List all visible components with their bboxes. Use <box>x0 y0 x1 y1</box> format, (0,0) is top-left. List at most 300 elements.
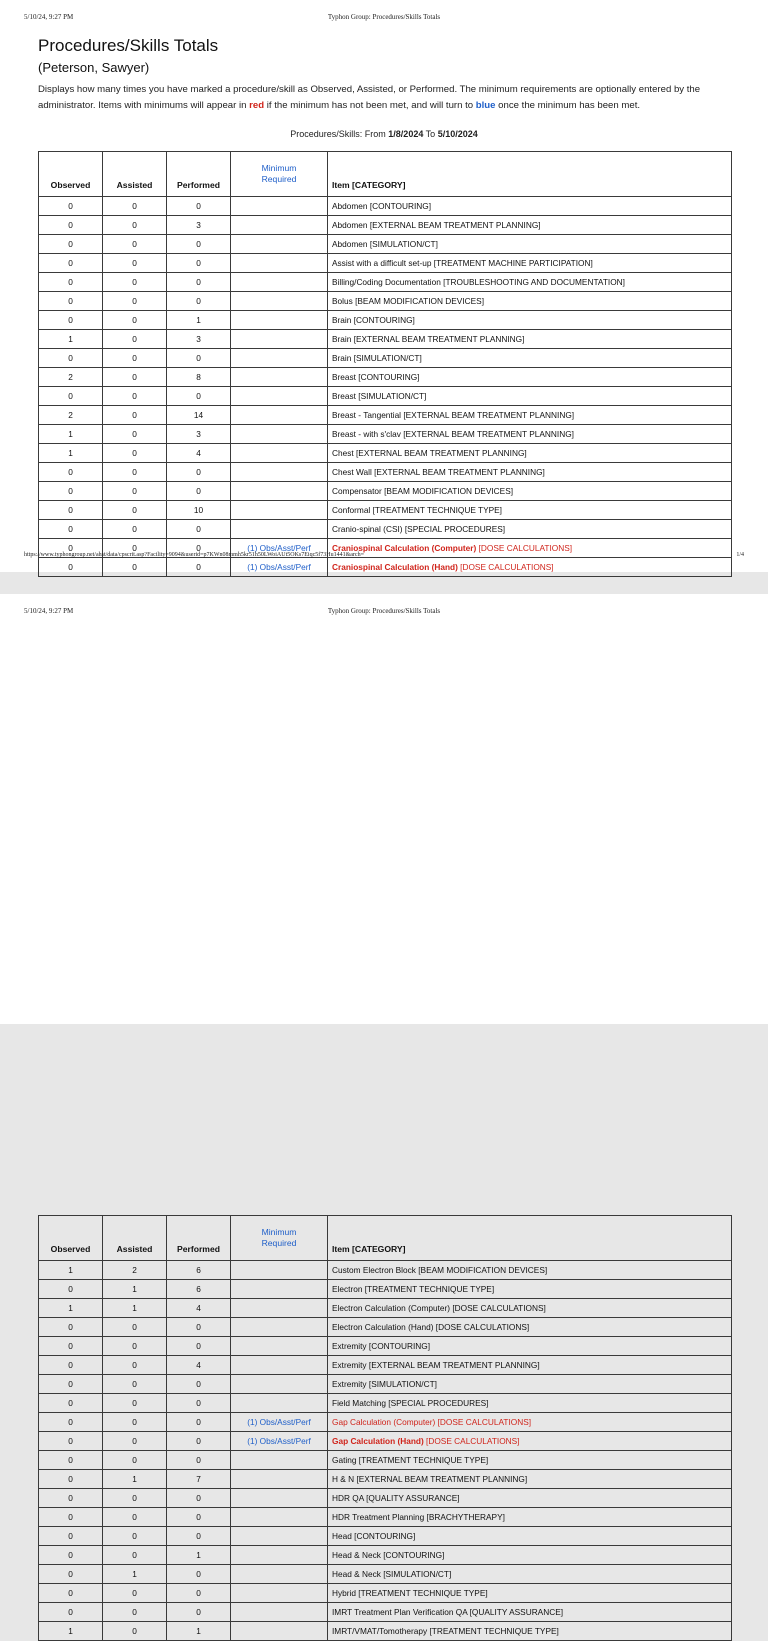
item-name: Brain <box>332 334 352 344</box>
minimum-cell <box>231 1280 328 1299</box>
performed-cell: 0 <box>167 197 231 216</box>
minimum-cell <box>231 1489 328 1508</box>
col-observed: Observed <box>39 152 103 197</box>
item-cell <box>328 1565 732 1584</box>
item-category: [DOSE CALCULATIONS] <box>460 562 554 572</box>
table-row <box>39 330 732 349</box>
performed-cell: 0 <box>167 254 231 273</box>
table-row <box>39 387 732 406</box>
item-cell <box>328 1489 732 1508</box>
minimum-cell <box>231 1546 328 1565</box>
table-row <box>39 1337 732 1356</box>
observed-cell: 0 <box>39 1527 103 1546</box>
item-cell <box>328 1546 732 1565</box>
table-row <box>39 1451 732 1470</box>
assisted-cell: 0 <box>103 539 167 558</box>
observed-cell: 0 <box>39 1375 103 1394</box>
minimum-cell <box>231 254 328 273</box>
item-category: [CONTOURING] <box>354 1531 416 1541</box>
assisted-cell: 0 <box>103 273 167 292</box>
item-name: Abdomen <box>332 201 368 211</box>
minimum-cell <box>231 349 328 368</box>
item-category: [BEAM MODIFICATION DEVICES] <box>355 296 484 306</box>
minimum-cell <box>231 1356 328 1375</box>
minimum-cell <box>231 292 328 311</box>
table-row <box>39 1280 732 1299</box>
assisted-cell: 0 <box>103 387 167 406</box>
assisted-cell: 0 <box>103 1413 167 1432</box>
performed-cell: 7 <box>167 1470 231 1489</box>
item-cell <box>328 1413 732 1432</box>
observed-cell: 1 <box>39 444 103 463</box>
item-cell <box>328 1280 732 1299</box>
item-category: [EXTERNAL BEAM TREATMENT PLANNING] <box>403 410 575 420</box>
performed-cell: 0 <box>167 1565 231 1584</box>
item-category: [BEAM MODIFICATION DEVICES] <box>418 1265 548 1275</box>
assisted-cell: 0 <box>103 349 167 368</box>
minimum-cell <box>231 1584 328 1603</box>
item-category: [EXTERNAL BEAM TREATMENT PLANNING] <box>353 334 525 344</box>
table-row <box>39 1318 732 1337</box>
observed-cell: 2 <box>39 406 103 425</box>
minimum-cell <box>231 1527 328 1546</box>
student-name: (Peterson, Sawyer) <box>38 60 150 75</box>
performed-cell: 0 <box>167 1337 231 1356</box>
observed-cell: 0 <box>39 1337 103 1356</box>
performed-cell: 0 <box>167 482 231 501</box>
print-document-title: Typhon Group: Procedures/Skills Totals <box>327 13 441 21</box>
table-row <box>39 1470 732 1489</box>
item-category: [EXTERNAL BEAM TREATMENT PLANNING] <box>356 1474 528 1484</box>
col-minimum-line2: Required <box>261 174 297 184</box>
table-row <box>39 520 732 539</box>
assisted-cell: 0 <box>103 1489 167 1508</box>
date-range-to: 5/10/2024 <box>437 129 478 139</box>
item-cell <box>328 235 732 254</box>
table-row <box>39 501 732 520</box>
observed-cell: 0 <box>39 1356 103 1375</box>
minimum-cell <box>231 197 328 216</box>
observed-cell: 1 <box>39 425 103 444</box>
date-range <box>0 129 768 139</box>
minimum-cell <box>231 273 328 292</box>
item-name: Craniospinal Calculation (Hand) <box>332 562 458 572</box>
assisted-cell: 0 <box>103 425 167 444</box>
date-range-from: 1/8/2024 <box>388 129 424 139</box>
performed-cell: 3 <box>167 216 231 235</box>
item-cell <box>328 1375 732 1394</box>
item-category: [EXTERNAL BEAM TREATMENT PLANNING] <box>403 429 574 439</box>
observed-cell: 0 <box>39 1451 103 1470</box>
performed-cell: 0 <box>167 1584 231 1603</box>
item-cell <box>328 1337 732 1356</box>
assisted-cell: 0 <box>103 1394 167 1413</box>
item-cell <box>328 1584 732 1603</box>
assisted-cell: 0 <box>103 311 167 330</box>
performed-cell: 0 <box>167 292 231 311</box>
item-name: Brain <box>332 315 352 325</box>
item-category: [CONTOURING] <box>383 1550 445 1560</box>
table-row <box>39 1508 732 1527</box>
table-row <box>39 1356 732 1375</box>
performed-cell: 0 <box>167 1527 231 1546</box>
item-category: [EXTERNAL BEAM TREATMENT PLANNING] <box>356 448 527 458</box>
item-name: H & N <box>332 1474 355 1484</box>
item-cell <box>328 1451 732 1470</box>
assisted-cell: 0 <box>103 1337 167 1356</box>
performed-cell: 4 <box>167 1299 231 1318</box>
skills-table-page-2 <box>38 1215 732 1641</box>
item-category: [DOSE CALCULATIONS] <box>426 1436 520 1446</box>
table-row <box>39 1489 732 1508</box>
print-datetime: 5/10/24, 9:27 PM <box>24 607 74 615</box>
item-name: Cranio-spinal (CSI) <box>332 524 403 534</box>
performed-cell: 0 <box>167 1508 231 1527</box>
observed-cell: 0 <box>39 311 103 330</box>
observed-cell: 1 <box>39 1299 103 1318</box>
item-cell <box>328 1299 732 1318</box>
assisted-cell: 0 <box>103 235 167 254</box>
performed-cell: 0 <box>167 558 231 577</box>
col-item-category: Item [CATEGORY] <box>328 1216 732 1261</box>
assisted-cell: 0 <box>103 1451 167 1470</box>
item-category: [DOSE CALCULATIONS] <box>452 1303 546 1313</box>
minimum-cell <box>231 1261 328 1280</box>
table-row <box>39 197 732 216</box>
performed-cell: 0 <box>167 1318 231 1337</box>
intro-text <box>38 82 733 114</box>
table-row <box>39 1299 732 1318</box>
minimum-cell <box>231 520 328 539</box>
assisted-cell: 0 <box>103 1318 167 1337</box>
table-row <box>39 254 732 273</box>
print-document-title: Typhon Group: Procedures/Skills Totals <box>327 607 441 615</box>
minimum-cell <box>231 1451 328 1470</box>
assisted-cell: 0 <box>103 254 167 273</box>
item-cell <box>328 311 732 330</box>
item-name: Extremity <box>332 1379 367 1389</box>
assisted-cell: 0 <box>103 520 167 539</box>
item-category: [BRACHYTHERAPY] <box>426 1512 505 1522</box>
col-minimum-line1: Minimum <box>261 163 297 173</box>
table-row <box>39 482 732 501</box>
item-category: [DOSE CALCULATIONS] <box>435 1322 530 1332</box>
col-minimum-required <box>231 1216 328 1261</box>
intro-part-3: once the minimum has been met. <box>495 100 641 111</box>
performed-cell: 0 <box>167 520 231 539</box>
assisted-cell: 0 <box>103 1508 167 1527</box>
observed-cell: 0 <box>39 216 103 235</box>
minimum-cell: (1) Obs/Asst/Perf <box>231 539 328 558</box>
observed-cell: 0 <box>39 463 103 482</box>
item-name: Head & Neck <box>332 1550 381 1560</box>
observed-cell: 0 <box>39 1508 103 1527</box>
item-name: Breast <box>332 372 356 382</box>
item-name: IMRT/VMAT/Tomotherapy <box>332 1626 428 1636</box>
print-datetime: 5/10/24, 9:27 PM <box>24 13 74 21</box>
item-name: IMRT Treatment Plan Verification QA <box>332 1607 468 1617</box>
item-name: Extremity <box>332 1360 367 1370</box>
item-name: HDR Treatment Planning <box>332 1512 425 1522</box>
item-category: [SIMULATION/CT] <box>353 353 422 363</box>
item-cell <box>328 1356 732 1375</box>
col-item-category: Item [CATEGORY] <box>328 152 732 197</box>
minimum-cell <box>231 368 328 387</box>
observed-cell: 0 <box>39 235 103 254</box>
running-header <box>24 13 744 25</box>
table-row <box>39 1603 732 1622</box>
minimum-cell <box>231 311 328 330</box>
table-row <box>39 368 732 387</box>
item-cell <box>328 1470 732 1489</box>
item-cell <box>328 463 732 482</box>
assisted-cell: 0 <box>103 1584 167 1603</box>
item-category: [BEAM MODIFICATION DEVICES] <box>384 486 514 496</box>
performed-cell: 8 <box>167 368 231 387</box>
performed-cell: 3 <box>167 330 231 349</box>
item-name: Breast <box>332 391 356 401</box>
item-name: Breast - Tangential <box>332 410 402 420</box>
assisted-cell: 0 <box>103 330 167 349</box>
minimum-cell <box>231 406 328 425</box>
assisted-cell: 0 <box>103 1356 167 1375</box>
table-row <box>39 1261 732 1280</box>
minimum-cell <box>231 387 328 406</box>
item-cell <box>328 216 732 235</box>
performed-cell: 6 <box>167 1261 231 1280</box>
table-row <box>39 273 732 292</box>
item-name: Head & Neck <box>332 1569 381 1579</box>
table-row <box>39 311 732 330</box>
assisted-cell: 0 <box>103 1432 167 1451</box>
minimum-cell <box>231 444 328 463</box>
item-cell <box>328 501 732 520</box>
page-title: Procedures/Skills Totals <box>38 36 219 55</box>
table-row <box>39 292 732 311</box>
assisted-cell: 1 <box>103 1470 167 1489</box>
item-cell <box>328 444 732 463</box>
item-cell <box>328 1261 732 1280</box>
item-category: [TREATMENT TECHNIQUE TYPE] <box>364 1284 495 1294</box>
observed-cell: 0 <box>39 387 103 406</box>
item-cell <box>328 482 732 501</box>
table-row <box>39 406 732 425</box>
intro-red-word: red <box>249 100 265 111</box>
performed-cell: 6 <box>167 1280 231 1299</box>
item-name: Craniospinal Calculation (Computer) <box>332 543 477 553</box>
item-name: Electron Calculation (Computer) <box>332 1303 451 1313</box>
item-category: [SPECIAL PROCEDURES] <box>404 524 506 534</box>
observed-cell: 0 <box>39 1603 103 1622</box>
running-header <box>24 607 744 619</box>
item-category: [SIMULATION/CT] <box>369 239 438 249</box>
item-cell <box>328 406 732 425</box>
item-category: [EXTERNAL BEAM TREATMENT PLANNING] <box>374 467 545 477</box>
observed-cell: 2 <box>39 368 103 387</box>
table-row <box>39 1622 732 1641</box>
observed-cell: 0 <box>39 1565 103 1584</box>
observed-cell: 0 <box>39 1470 103 1489</box>
item-cell <box>328 1508 732 1527</box>
intro-part-1: Displays how many times you have marked a procedure/skill as Observed, Assisted, or Performed. The minimum requirements are optionally entered by the administrator. Items with minimums will appear in <box>38 84 701 111</box>
item-name: HDR QA <box>332 1493 364 1503</box>
assisted-cell: 0 <box>103 501 167 520</box>
assisted-cell: 1 <box>103 1280 167 1299</box>
performed-cell: 14 <box>167 406 231 425</box>
assisted-cell: 0 <box>103 406 167 425</box>
table-row <box>39 463 732 482</box>
table-row <box>39 1413 732 1432</box>
item-cell <box>328 1527 732 1546</box>
observed-cell: 0 <box>39 482 103 501</box>
item-category: [CONTOURING] <box>368 1341 431 1351</box>
observed-cell: 0 <box>39 558 103 577</box>
item-category: [SIMULATION/CT] <box>358 391 427 401</box>
minimum-cell <box>231 501 328 520</box>
minimum-cell <box>231 482 328 501</box>
item-cell <box>328 197 732 216</box>
minimum-cell <box>231 1565 328 1584</box>
minimum-cell <box>231 1508 328 1527</box>
item-cell <box>328 1318 732 1337</box>
observed-cell: 0 <box>39 1584 103 1603</box>
minimum-cell <box>231 216 328 235</box>
table-row <box>39 444 732 463</box>
skills-table-page-1 <box>38 151 732 577</box>
observed-cell: 0 <box>39 1413 103 1432</box>
performed-cell: 1 <box>167 1622 231 1641</box>
assisted-cell: 0 <box>103 368 167 387</box>
col-performed: Performed <box>167 1216 231 1261</box>
item-name: Gap Calculation (Hand) <box>332 1436 424 1446</box>
item-category: [TROUBLESHOOTING AND DOCUMENTATION] <box>443 277 625 287</box>
observed-cell: 0 <box>39 197 103 216</box>
table-row <box>39 1584 732 1603</box>
item-category: [EXTERNAL BEAM TREATMENT PLANNING] <box>368 1360 540 1370</box>
item-cell <box>328 425 732 444</box>
performed-cell: 3 <box>167 425 231 444</box>
observed-cell: 0 <box>39 1280 103 1299</box>
performed-cell: 0 <box>167 1451 231 1470</box>
col-assisted: Assisted <box>103 1216 167 1261</box>
assisted-cell: 0 <box>103 197 167 216</box>
running-footer <box>24 552 744 564</box>
minimum-cell <box>231 1470 328 1489</box>
table-row <box>39 425 732 444</box>
performed-cell: 0 <box>167 1489 231 1508</box>
item-category: [CONTOURING] <box>358 372 420 382</box>
performed-cell: 0 <box>167 387 231 406</box>
assisted-cell: 0 <box>103 463 167 482</box>
assisted-cell: 0 <box>103 216 167 235</box>
item-name: Extremity <box>332 1341 367 1351</box>
minimum-cell <box>231 1299 328 1318</box>
item-category: [TREATMENT MACHINE PARTICIPATION] <box>433 258 593 268</box>
performed-cell: 4 <box>167 1356 231 1375</box>
item-category: [QUALITY ASSURANCE] <box>366 1493 460 1503</box>
assisted-cell: 0 <box>103 558 167 577</box>
minimum-cell <box>231 463 328 482</box>
item-category: [SIMULATION/CT] <box>383 1569 452 1579</box>
assisted-cell: 0 <box>103 482 167 501</box>
table-row <box>39 1546 732 1565</box>
item-category: [TREATMENT TECHNIQUE TYPE] <box>372 505 502 515</box>
item-name: Electron <box>332 1284 363 1294</box>
performed-cell: 0 <box>167 273 231 292</box>
item-cell <box>328 387 732 406</box>
observed-cell: 0 <box>39 539 103 558</box>
item-category: [CONTOURING] <box>369 201 431 211</box>
item-category: [QUALITY ASSURANCE] <box>469 1607 564 1617</box>
assisted-cell: 0 <box>103 292 167 311</box>
table-row <box>39 1565 732 1584</box>
performed-cell: 1 <box>167 1546 231 1565</box>
minimum-cell <box>231 1318 328 1337</box>
item-cell <box>328 368 732 387</box>
table-row <box>39 349 732 368</box>
print-url: https://www.typhongroup.net/ahst/data/cpscrit.asp?Facility=9094&userid=p7KWn08mmh5kr51h50LWoiAUt5OKs7Eiqc5f73Hu1441&arch= <box>24 552 364 558</box>
assisted-cell: 1 <box>103 1299 167 1318</box>
observed-cell: 0 <box>39 1489 103 1508</box>
assisted-cell: 0 <box>103 1622 167 1641</box>
item-name: Electron Calculation (Hand) <box>332 1322 434 1332</box>
minimum-cell <box>231 1394 328 1413</box>
performed-cell: 0 <box>167 1432 231 1451</box>
pdf-page-1 <box>0 0 768 572</box>
item-cell <box>328 292 732 311</box>
minimum-cell <box>231 425 328 444</box>
minimum-cell <box>231 1337 328 1356</box>
item-name: Bolus <box>332 296 353 306</box>
col-performed: Performed <box>167 152 231 197</box>
item-cell <box>328 1432 732 1451</box>
item-category: [DOSE CALCULATIONS] <box>478 543 573 553</box>
table-row <box>39 235 732 254</box>
item-name: Chest Wall <box>332 467 372 477</box>
minimum-cell <box>231 1622 328 1641</box>
table-row <box>39 1394 732 1413</box>
table-row <box>39 216 732 235</box>
intro-blue-word: blue <box>475 100 496 111</box>
assisted-cell: 0 <box>103 1527 167 1546</box>
assisted-cell: 0 <box>103 444 167 463</box>
table-header-row <box>39 1216 732 1261</box>
observed-cell: 0 <box>39 1394 103 1413</box>
col-minimum-required <box>231 152 328 197</box>
table-row <box>39 1527 732 1546</box>
intro-part-2: if the minimum has not been met, and will turn to <box>264 100 476 111</box>
observed-cell: 0 <box>39 254 103 273</box>
performed-cell: 0 <box>167 349 231 368</box>
assisted-cell: 0 <box>103 1375 167 1394</box>
item-name: Conformal <box>332 505 371 515</box>
col-minimum-line2: Required <box>261 1238 297 1248</box>
item-cell <box>328 273 732 292</box>
item-name: Abdomen <box>332 220 368 230</box>
item-category: [DOSE CALCULATIONS] <box>437 1417 532 1427</box>
col-observed: Observed <box>39 1216 103 1261</box>
performed-cell: 0 <box>167 539 231 558</box>
item-name: Head <box>332 1531 352 1541</box>
observed-cell: 0 <box>39 349 103 368</box>
observed-cell: 0 <box>39 1432 103 1451</box>
performed-cell: 0 <box>167 1603 231 1622</box>
performed-cell: 0 <box>167 1413 231 1432</box>
minimum-cell <box>231 330 328 349</box>
assisted-cell: 2 <box>103 1261 167 1280</box>
minimum-cell <box>231 235 328 254</box>
item-category: [EXTERNAL BEAM TREATMENT PLANNING] <box>369 220 541 230</box>
